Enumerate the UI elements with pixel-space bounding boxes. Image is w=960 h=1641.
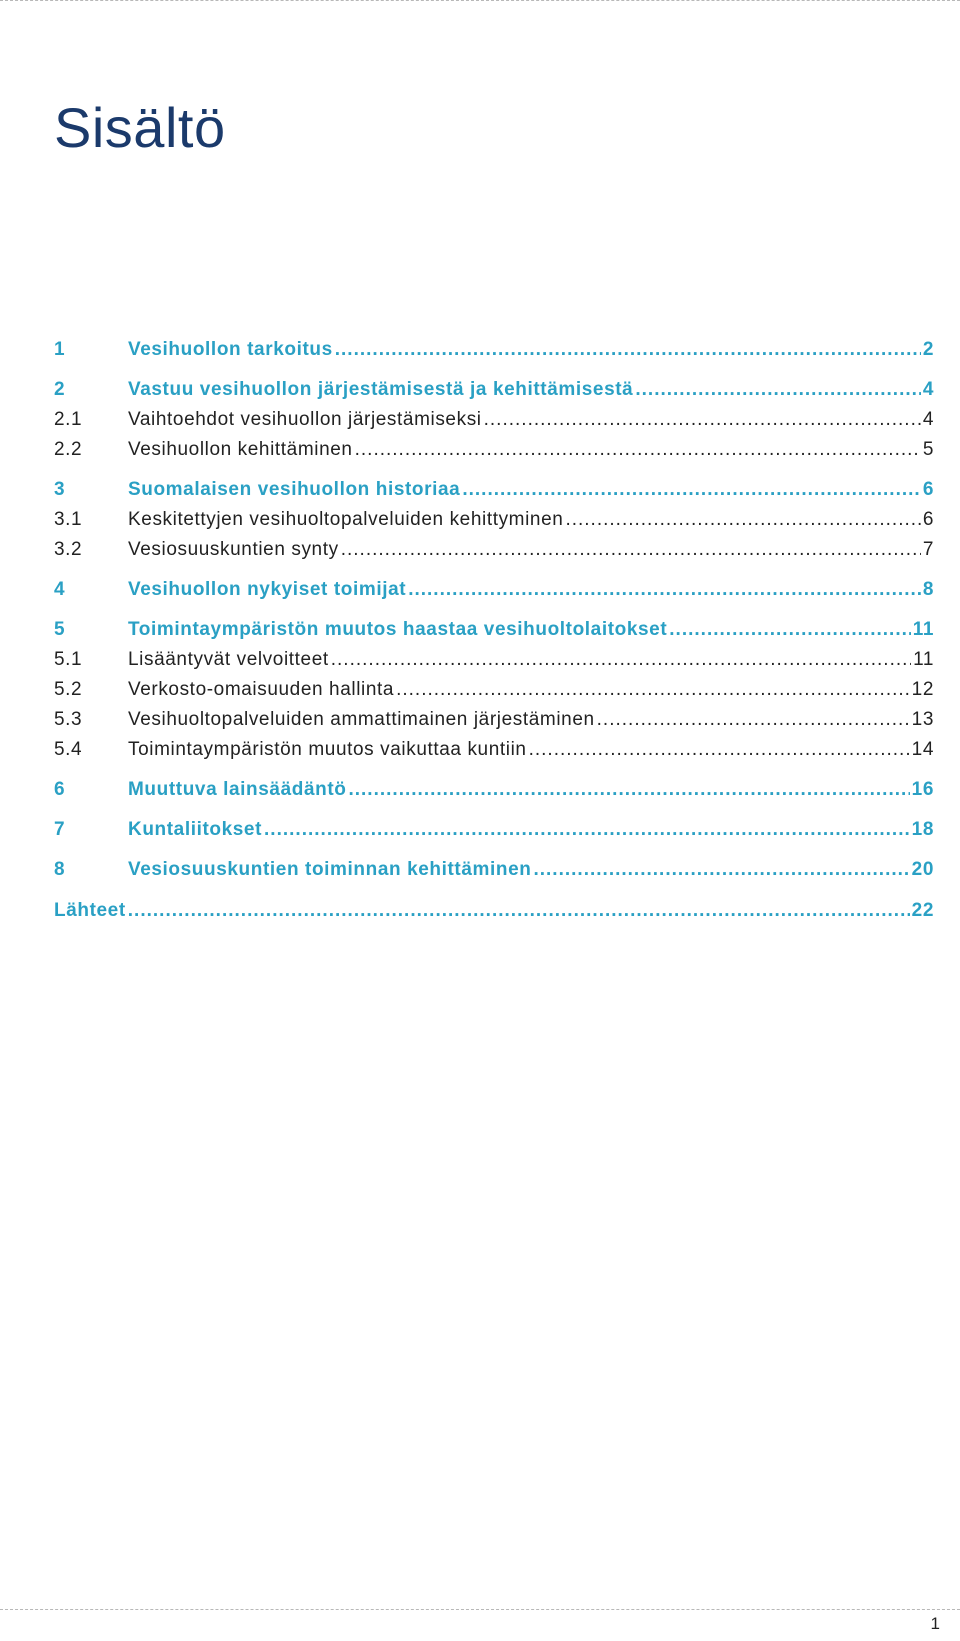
toc-dot-leader xyxy=(348,778,909,802)
toc-entry-title: Vesihuollon kehittäminen xyxy=(128,439,353,460)
toc-entry-number: 2 xyxy=(54,379,66,400)
toc-entry-number: 6 xyxy=(54,779,66,800)
toc-dot-leader xyxy=(669,618,910,642)
toc-entry-title: Muuttuva lainsäädäntö xyxy=(128,779,347,800)
toc-entry-title: Lähteet xyxy=(54,900,126,921)
toc-entry-title: Kuntaliitokset xyxy=(128,819,263,840)
toc-entry[interactable] xyxy=(54,408,934,432)
toc-entry-page: 11 xyxy=(913,649,934,670)
page-number: 1 xyxy=(930,1614,940,1633)
toc-entry-title: Suomalaisen vesihuollon historiaa xyxy=(128,479,461,500)
toc-dot-leader xyxy=(565,508,920,532)
toc-entry-title: Vesihuoltopalveluiden ammattimainen järjestäminen xyxy=(128,709,595,730)
toc-entry[interactable] xyxy=(54,648,934,672)
toc-entry-number: 8 xyxy=(54,859,66,880)
toc-entry[interactable] xyxy=(54,338,934,362)
toc-entry-number: 4 xyxy=(54,579,66,600)
toc-entry-title: Keskitettyjen vesihuoltopalveluiden kehittyminen xyxy=(128,509,564,530)
toc-dot-leader xyxy=(462,478,921,502)
toc-entry-number: 1 xyxy=(54,339,66,360)
toc-entry-title: Toimintaympäristön muutos vaikuttaa kuntiin xyxy=(128,739,527,760)
toc-entry-title: Vesihuollon tarkoitus xyxy=(128,339,333,360)
toc-entry[interactable] xyxy=(54,899,934,923)
toc-entry-page: 16 xyxy=(911,779,934,800)
toc-entry-title: Toimintaympäristön muutos haastaa vesihuoltolaitokset xyxy=(128,619,668,640)
toc-entry[interactable] xyxy=(54,438,934,462)
toc-entry-number: 3 xyxy=(54,479,66,500)
toc-entry[interactable] xyxy=(54,708,934,732)
toc-entry-title: Verkosto-omaisuuden hallinta xyxy=(128,679,395,700)
toc-entry[interactable] xyxy=(54,618,934,642)
toc-entry-title: Vaihtoehdot vesihuollon järjestämiseksi xyxy=(128,409,482,430)
toc-entry-number: 5 xyxy=(54,619,66,640)
toc-entry[interactable] xyxy=(54,578,934,602)
bottom-divider xyxy=(0,1609,960,1610)
toc-dot-leader xyxy=(335,338,921,362)
toc-dot-leader xyxy=(264,818,910,842)
toc-dot-leader xyxy=(408,578,921,602)
toc-entry[interactable] xyxy=(54,478,934,502)
toc-dot-leader xyxy=(484,408,921,432)
toc-entry[interactable] xyxy=(54,738,934,762)
toc-entry-page: 13 xyxy=(911,709,934,730)
toc-dot-leader xyxy=(529,738,910,762)
toc-dot-leader xyxy=(635,378,920,402)
toc-entry-page: 8 xyxy=(922,579,934,600)
toc-entry[interactable] xyxy=(54,378,934,402)
toc-entry[interactable] xyxy=(54,678,934,702)
toc-entry-page: 20 xyxy=(911,859,934,880)
page-title: Sisältö xyxy=(54,95,226,159)
toc-entry-page: 4 xyxy=(922,379,934,400)
toc-entry-page: 12 xyxy=(911,679,934,700)
toc-entry-number: 3.2 xyxy=(54,539,83,560)
toc-entry-title: Lisääntyvät velvoitteet xyxy=(128,649,329,670)
toc-entry-page: 6 xyxy=(922,509,934,530)
toc-entry-page: 5 xyxy=(922,439,934,460)
toc-entry-number: 2.1 xyxy=(54,409,83,430)
toc-entry-title: Vesiosuuskuntien toiminnan kehittäminen xyxy=(128,859,532,880)
toc-dot-leader xyxy=(533,858,909,882)
toc-dot-leader xyxy=(355,438,921,462)
toc-dot-leader xyxy=(341,538,921,562)
toc-entry[interactable] xyxy=(54,778,934,802)
toc-entry-number: 5.1 xyxy=(54,649,83,670)
toc-entry-title: Vesihuollon nykyiset toimijat xyxy=(128,579,407,600)
toc-entry-number: 5.2 xyxy=(54,679,83,700)
toc-entry-number: 5.4 xyxy=(54,739,83,760)
toc-dot-leader xyxy=(396,678,910,702)
toc-entry-page: 14 xyxy=(911,739,934,760)
toc-entry-page: 6 xyxy=(922,479,934,500)
top-divider xyxy=(0,0,960,1)
toc-entry-page: 22 xyxy=(911,900,934,921)
toc-entry[interactable] xyxy=(54,858,934,882)
toc-entry[interactable] xyxy=(54,508,934,532)
toc-entry-title: Vastuu vesihuollon järjestämisestä ja kehittämisestä xyxy=(128,379,634,400)
toc-entry-number: 5.3 xyxy=(54,709,83,730)
toc-entry-page: 4 xyxy=(922,409,934,430)
toc-entry-number: 3.1 xyxy=(54,509,83,530)
toc-entry-page: 2 xyxy=(922,339,934,360)
toc-entry-title: Vesiosuuskuntien synty xyxy=(128,539,339,560)
toc-entry[interactable] xyxy=(54,538,934,562)
toc-entry-number: 7 xyxy=(54,819,66,840)
toc-dot-leader xyxy=(128,899,910,923)
toc-entry[interactable] xyxy=(54,818,934,842)
toc-entry-page: 7 xyxy=(922,539,934,560)
toc-dot-leader xyxy=(597,708,910,732)
toc-entry-page: 18 xyxy=(911,819,934,840)
toc-dot-leader xyxy=(331,648,911,672)
toc-entry-number: 2.2 xyxy=(54,439,83,460)
toc-entry-page: 11 xyxy=(912,619,934,640)
